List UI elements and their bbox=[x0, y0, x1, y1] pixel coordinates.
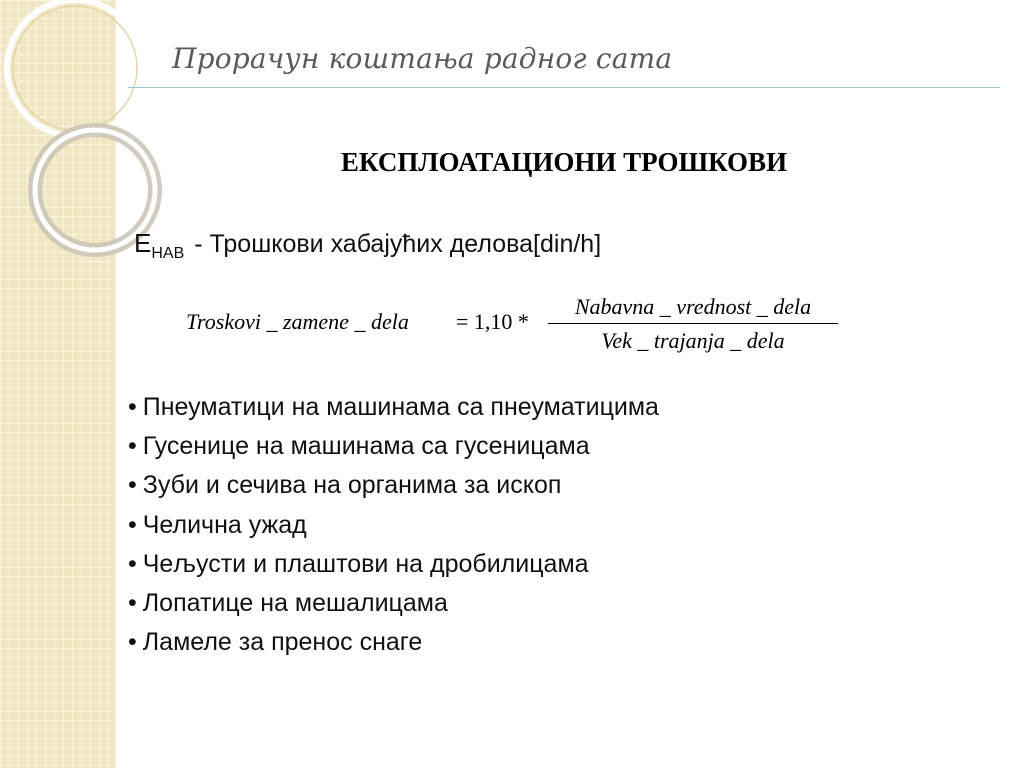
list-item-text: Лопатице на мешалицама bbox=[142, 588, 448, 617]
formula-denominator: Vek _ trajanja _ dela bbox=[601, 328, 785, 353]
list-item bbox=[128, 506, 659, 545]
variable-description: - Трошкови хабајућих делова[din/h] bbox=[194, 230, 602, 258]
bullet: • bbox=[128, 393, 137, 421]
list-item-text: Пнеуматици на машинама са пнеуматицима bbox=[142, 393, 659, 421]
list-item bbox=[128, 623, 659, 662]
title-divider bbox=[128, 87, 1000, 88]
bullet: • bbox=[128, 510, 137, 539]
list-item bbox=[128, 466, 659, 505]
list-item-text: Зуби и сечива на органима за ископ bbox=[142, 471, 562, 500]
list-item bbox=[128, 545, 659, 584]
formula-lhs: Troskovi _ zamene _ dela bbox=[186, 309, 409, 334]
variable-definition bbox=[134, 228, 601, 263]
cost-formula bbox=[186, 292, 846, 358]
list-item bbox=[128, 427, 659, 466]
section-heading: ЕКСПЛОАТАЦИОНИ ТРОШКОВИ bbox=[340, 147, 788, 177]
variable-subscript: HAB bbox=[151, 245, 185, 262]
variable-symbol: E bbox=[134, 228, 152, 258]
list-item bbox=[128, 584, 659, 623]
list-item bbox=[128, 388, 659, 427]
list-item-text: Чељусти и плаштови на дробилицама bbox=[142, 549, 589, 578]
slide-title: Прорачун коштања радног сата bbox=[172, 42, 673, 75]
bullet: • bbox=[128, 628, 137, 657]
formula-equals: = 1,10 * bbox=[456, 309, 529, 334]
list-item-text: Челична ужад bbox=[142, 510, 307, 539]
list-item-text: Гусенице на машинама са гусеницама bbox=[142, 432, 590, 461]
formula-fraction bbox=[548, 292, 838, 354]
parts-list bbox=[128, 388, 659, 662]
formula-numerator: Nabavna _ vrednost _ dela bbox=[574, 294, 812, 319]
list-item-text: Ламеле за пренос снаге bbox=[142, 628, 423, 657]
bullet: • bbox=[128, 471, 137, 500]
bullet: • bbox=[128, 432, 137, 461]
bullet: • bbox=[128, 588, 137, 617]
bullet: • bbox=[128, 549, 137, 578]
